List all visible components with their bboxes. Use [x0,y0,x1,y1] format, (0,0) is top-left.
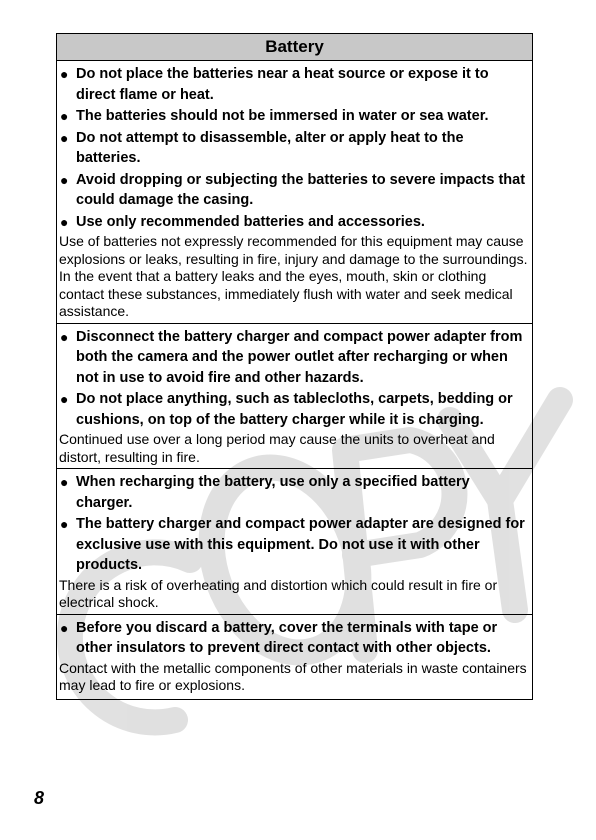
bullet-dot-icon: ● [60,213,69,230]
bullet-item: ● When recharging the battery, use only a specified battery charger. [57,472,532,513]
section-heat-and-disassembly [57,61,532,324]
bullet-dot-icon: ● [60,391,69,407]
bullet-item: ● Use only recommended batteries and accessories. [57,212,532,233]
bullet-item: ● Do not attempt to disassemble, alter or apply heat to the batteries. [57,128,532,169]
bullet-dot-icon: ● [60,516,69,532]
section-note: Use of batteries not expressly recommended for this equipment may cause explosions or leaks, resulting in fire, injury and damage to the surroundings. In the event that a battery leaks and the eyes, mouth, skin or clothing contact these substances, immediately flush with water and seek medical assistance. [59,233,528,319]
bullet-dot-icon: ● [60,171,69,188]
bullet-item: ● The battery charger and compact power adapter are designed for exclusive use with this equipment. Do not use it with other products. [57,514,532,576]
page-number: 8 [34,788,45,808]
section-charger-disconnect [57,324,532,470]
section-note: Continued use over a long period may cause the units to overheat and distort, resulting in fire. [59,431,495,465]
bullet-item: ● Avoid dropping or subjecting the batteries to severe impacts that could damage the casing. [57,170,532,211]
bullet-item: ● Do not place the batteries near a heat source or expose it to direct flame or heat. [57,64,532,105]
battery-safety-table [56,33,533,700]
table-header: Battery [57,34,532,61]
bullet-item: ● Disconnect the battery charger and compact power adapter from both the camera and the power outlet after recharging or when not in use to avoid fire and other hazards. [57,327,532,389]
section-battery-disposal [57,615,532,699]
bullet-dot-icon: ● [60,328,69,345]
section-specified-charger [57,469,532,615]
bullet-dot-icon: ● [60,108,69,124]
section-note: Contact with the metallic components of other materials in waste containers may lead to fire or explosions. [59,659,527,693]
bullet-dot-icon: ● [60,66,69,82]
bullet-item: ● Before you discard a battery, cover the terminals with tape or other insulators to prevent direct contact with other objects. [57,618,532,659]
section-note: There is a risk of overheating and distortion which could result in fire or electrical shock. [59,576,498,610]
bullet-dot-icon: ● [60,474,69,490]
bullet-item: ● The batteries should not be immersed in water or sea water. [57,106,532,127]
bullet-dot-icon: ● [60,129,69,146]
bullet-item: ● Do not place anything, such as tablecloths, carpets, bedding or cushions, on top of the battery charger while it is charging. [57,389,532,430]
bullet-dot-icon: ● [60,619,69,636]
